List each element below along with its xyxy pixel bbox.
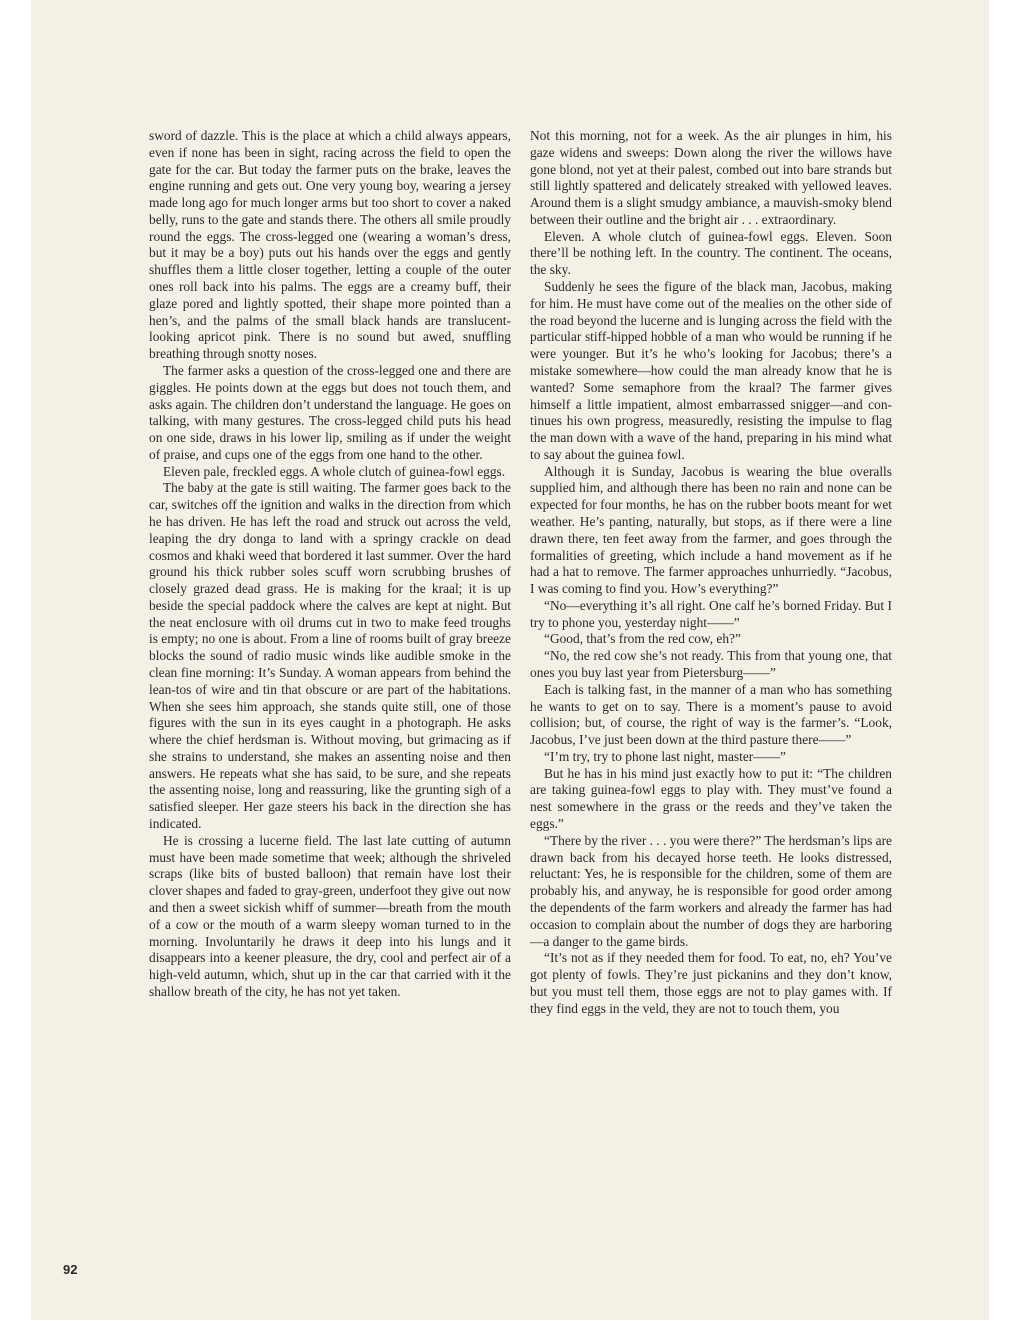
paragraph: Not this morning, not for a week. As the air plunges in him, his gaze widens and sweeps: Down along the river the willows have gone blond, not yet at their palest, combed out into bare strands but still lightly spattered and delicately streaked with yellowed leaves. Around them is a slight smudgy ambiance, a mauvish-smoky blend between their outline and the bright air . . . extraordinary. <box>530 128 892 227</box>
magazine-page <box>31 0 989 1320</box>
paragraph: sword of dazzle. This is the place at which a child always appears, even if none has been in sight, racing across the field to open the gate for the car. But today the farmer puts on the brake, leaves the engine running and gets out. One very young boy, wearing a jersey made long ago for much longer arms but too short to cover a naked belly, runs to the gate and stands there. The others all smile proudly round the eggs. The cross-legged one (wearing a woman’s dress, but it may be a boy) puts out his hands over the eggs and gently shuffles them a little closer together, letting a couple of the outer ones roll back into his palms. The eggs are a creamy buff, their glaze pored and lightly spotted, their shape more pointed than a hen’s, and the palms of the small black hands are translucent-looking apricot pink. There is no sound but awed, snuffling breathing through snotty noses. <box>149 128 511 362</box>
left-column <box>149 128 511 1001</box>
right-column <box>530 128 892 1017</box>
paragraph: Although it is Sunday, Jacobus is wearing the blue overalls supplied him, and although there has been no rain and none can be expected for four months, he has on the rubber boots meant for wet weather. He’s panting, naturally, but stops, as if there were a line drawn there, ten feet away from the farmer, and goes through the formalities of greeting, which include a hand movement as if he had a hat to remove. The farmer approaches unhurriedly. “Jacobus, I was coming to find you. How’s everything?” <box>530 463 892 597</box>
paragraph: Eleven. A whole clutch of guinea-fowl eggs. Eleven. Soon there’ll be nothing left. In the country. The continent. The oceans, the sky. <box>530 228 892 278</box>
paragraph: Each is talking fast, in the manner of a man who has something he wants to get on to say. There is a moment’s pause to avoid collision; but, of course, the right of way is the farmer’s. “Look, Jacobus, I’ve just been down at the third pasture there——” <box>530 681 892 748</box>
paragraph: “I’m try, try to phone last night, master——” <box>544 748 786 764</box>
page-number: 92 <box>63 1262 78 1277</box>
paragraph: He is crossing a lucerne field. The last late cutting of autumn must have been made sometime that week; although the shriveled scraps (like bits of busted balloon) that remain have lost their clover shapes and faded to gray-green, underfoot they give out now and then a sweet sickish whiff of summer—breath from the mouth of a cow or the mouth of a warm sleepy woman turned to in the morning. Involuntarily he draws it deep into his lungs and it disappears into a keener pleasure, the dry, cool and perfect air of a high-veld autumn, which, shut up in the car that carried with it the shallow breath of the city, he has not yet taken. <box>149 832 511 999</box>
paragraph: “No, the red cow she’s not ready. This from that young one, that ones you buy last year from Pietersburg——” <box>530 648 892 680</box>
paragraph: Suddenly he sees the figure of the black man, Jacobus, making for him. He must have come out of the mealies on the other side of the road beyond the lucerne and is lunging across the field with the particular stiff-hipped hobble of a man who would be running if he were younger. But it’s he who’s looking for Jacobus; there’s a mistake somewhere—how could the man already know that he is wanted? Some semaphore from the kraal? The farmer gives himself a little impatient, almost embarrassed snigger—and continues his own progress, measuredly, resisting the impulse to flag the man down with a wave of the hand, preparing in his mind what to say about the guinea fowl. <box>530 279 892 462</box>
paragraph: Eleven pale, freckled eggs. A whole clutch of guinea-fowl eggs. <box>163 463 506 479</box>
paragraph: “No—everything it’s all right. One calf he’s borned Friday. But I try to phone you, yesterday night——” <box>530 597 892 630</box>
paragraph: “It’s not as if they needed them for food. To eat, no, eh? You’ve got plenty of fowls. They’re just pickanins and they don’t know, but you must tell them, those eggs are not to play games with. If they find eggs in the veld, they are not to touch them, you <box>530 950 892 1016</box>
paragraph: “Good, that’s from the red cow, eh?” <box>544 631 741 647</box>
paragraph: The baby at the gate is still waiting. The farmer goes back to the car, switches off the ignition and walks in the direction from which he has driven. He has left the road and struck out across the veld, leaping the dry donga to land with a springy crackle on dead cosmos and khaki weed that bordered it last summer. Over the hard ground his thick rubber soles scuff worn scrubbing brushes of closely grazed dead grass. He is making for the kraal; it is up beside the special paddock where the calves are kept at night. But the neat enclosure with oil drums cut in two to make feed troughs is empty; no one is about. From a line of rooms built of gray breeze blocks the sound of radio music winds like audible smoke in the clean fine morning: It’s Sunday. A woman appears from behind the lean-tos of wire and tin that obscure or are part of the habitations. When she sees him approach, she stands quite still, one of those figures with the sun in its eyes caught in a photograph. He asks where the chief herdsman is. Without moving, but grimacing as if she strains to understand, she makes an assenting noise and then answers. He repeats what she has said, to be sure, and she repeats the assenting noise, long and reassuring, like the grunting sigh of a satisfied sleeper. Her gaze steers his back in the direction she has indicated. <box>149 480 511 832</box>
paragraph: The farmer asks a question of the cross-legged one and there are giggles. He points down at the eggs but does not touch them, and asks again. The children don’t understand the language. He goes on talking, with many gestures. The cross-legged child puts his head on one side, draws in his lower lip, smiling as if under the weight of praise, and cups one of the eggs from one hand to the other. <box>149 362 511 462</box>
paragraph: “There by the river . . . you were there?” The herdsman’s lips are drawn back from his decayed horse teeth. He looks distressed, reluctant: Yes, he is responsible for the children, some of them are probably his, and anyway, he is responsible for good order among the dependents of the farm workers and already the farmer has had occasion to complain about the number of dogs they are harboring—a danger to the game birds. <box>530 832 892 949</box>
paragraph: But he has in his mind just exactly how to put it: “The children are taking guinea-fowl eggs to play with. They must’ve found a nest somewhere in the grass or the reeds and they’ve taken the eggs.” <box>530 765 892 832</box>
